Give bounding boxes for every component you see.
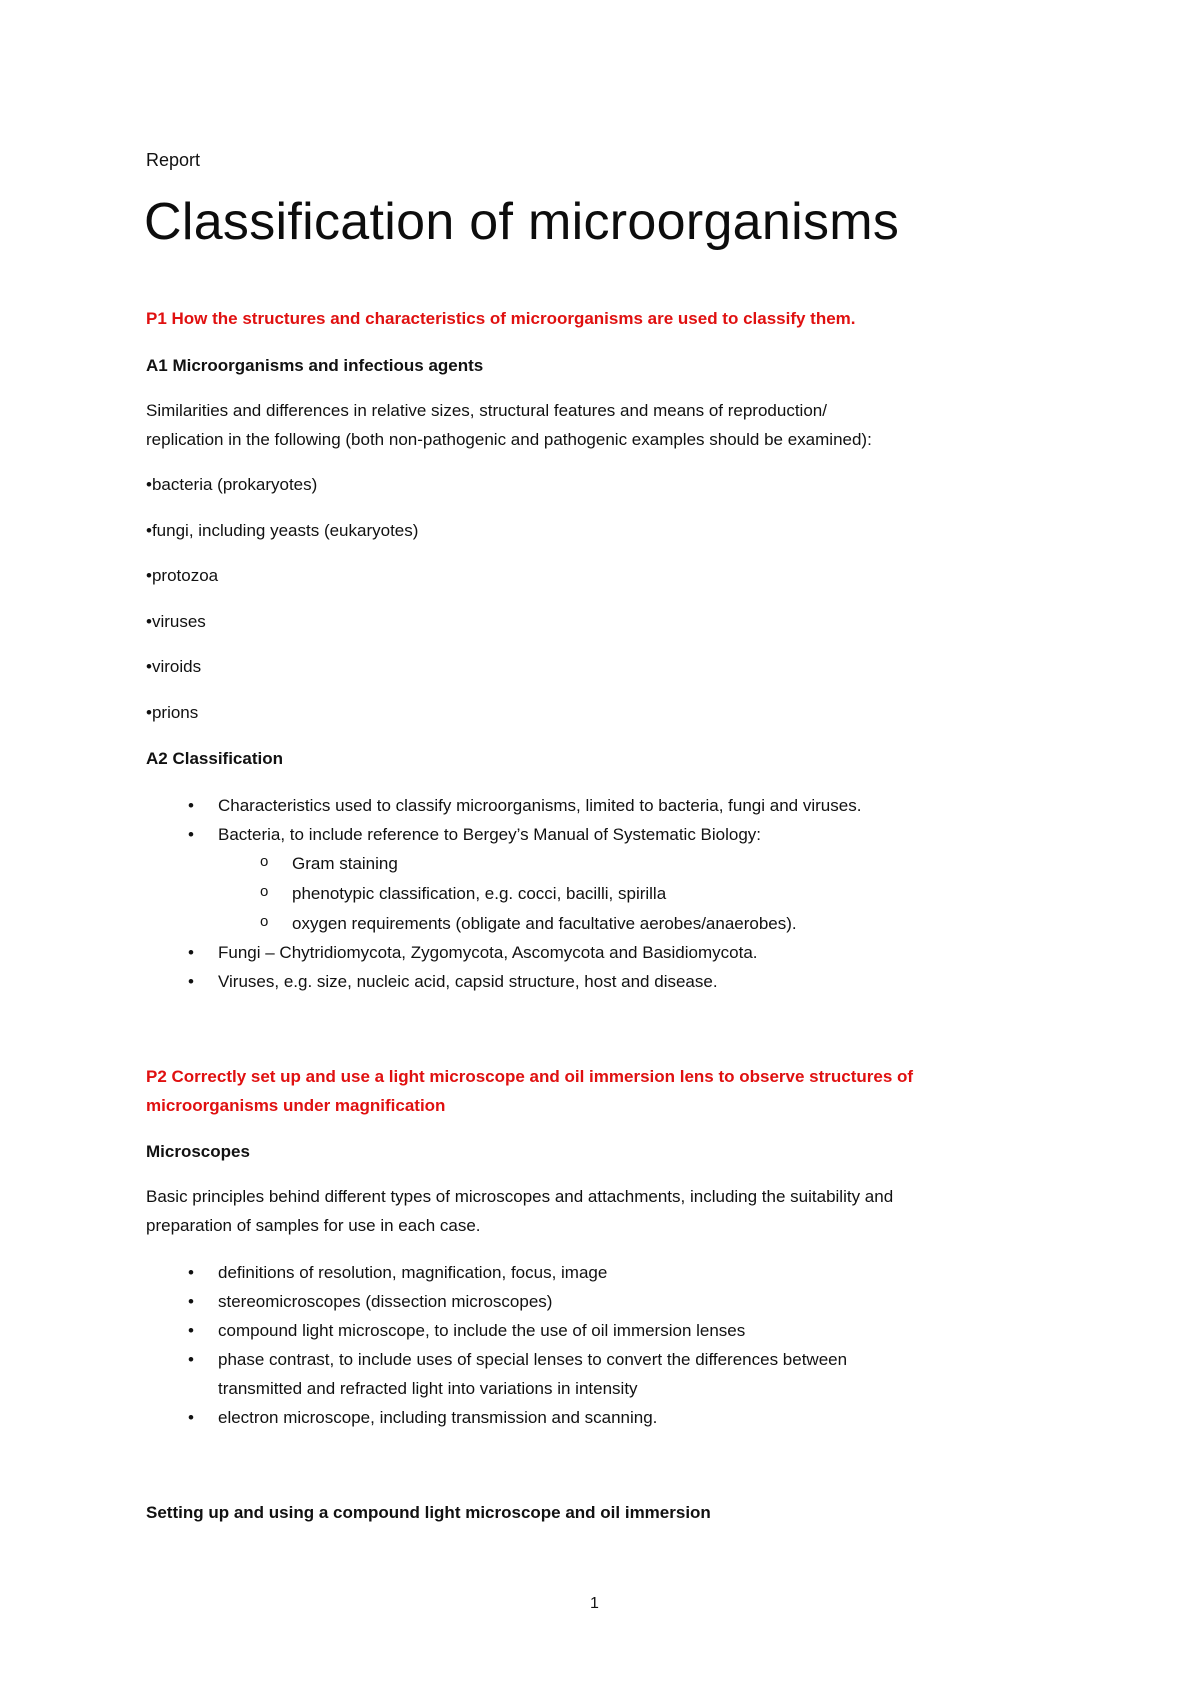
microscope-item: • phase contrast, to include uses of special lenses to convert the differences between [218, 1349, 847, 1370]
a1-heading: A1 Microorganisms and infectious agents [146, 356, 484, 375]
organism-item: •bacteria (prokaryotes) [146, 475, 318, 494]
a1-intro-line-1: Similarities and differences in relative sizes, structural features and means of reproduction/ [146, 401, 827, 420]
p2-heading-line-1: P2 Correctly set up and use a light microscope and oil immersion lens to observe structures of [146, 1067, 914, 1086]
microscope-item: • compound light microscope, to include the use of oil immersion lenses [218, 1320, 745, 1341]
a2-bullet-item: • Fungi – Chytridiomycota, Zygomycota, Ascomycota and Basidiomycota. [218, 942, 758, 963]
microscope-item: • stereomicroscopes (dissection microscopes) [218, 1291, 552, 1312]
report-label: Report [146, 150, 201, 170]
microscope-item: • definitions of resolution, magnification, focus, image [218, 1262, 607, 1283]
organism-item: •prions [146, 703, 199, 722]
a2-sub-item: o phenotypic classification, e.g. cocci, bacilli, spirilla [292, 883, 666, 904]
organism-item: •viruses [146, 612, 206, 631]
organism-item: •viroids [146, 657, 202, 676]
a1-intro-line-2: replication in the following (both non-pathogenic and pathogenic examples should be examined): [146, 430, 872, 449]
a2-bullet-item: • Characteristics used to classify microorganisms, limited to bacteria, fungi and viruses. [218, 795, 861, 816]
a2-bullet-item: • Viruses, e.g. size, nucleic acid, capsid structure, host and disease. [218, 971, 718, 992]
p1-heading: P1 How the structures and characteristics of microorganisms are used to classify them. [146, 309, 856, 328]
microscopes-intro-line-1: Basic principles behind different types of microscopes and attachments, including the suitability and [146, 1187, 894, 1206]
microscopes-intro-line-2: preparation of samples for use in each case. [146, 1216, 481, 1235]
a2-bullet-item: • Bacteria, to include reference to Bergey’s Manual of Systematic Biology: [218, 824, 761, 845]
organism-item: •fungi, including yeasts (eukaryotes) [146, 521, 419, 540]
microscope-item: • electron microscope, including transmission and scanning. [218, 1407, 657, 1428]
a2-sub-item: o oxygen requirements (obligate and facultative aerobes/anaerobes). [292, 913, 797, 934]
organism-item: •protozoa [146, 566, 219, 585]
a2-sub-item: o Gram staining [292, 853, 398, 874]
document-title: Classification of microorganisms [144, 193, 900, 251]
page-number: 1 [590, 1595, 599, 1612]
microscopes-heading: Microscopes [146, 1142, 250, 1161]
p2-heading-line-2: microorganisms under magnification [146, 1096, 446, 1115]
a2-heading: A2 Classification [146, 749, 283, 768]
setup-heading: Setting up and using a compound light microscope and oil immersion [146, 1503, 711, 1522]
microscope-item-continuation: transmitted and refracted light into variations in intensity [218, 1379, 638, 1398]
